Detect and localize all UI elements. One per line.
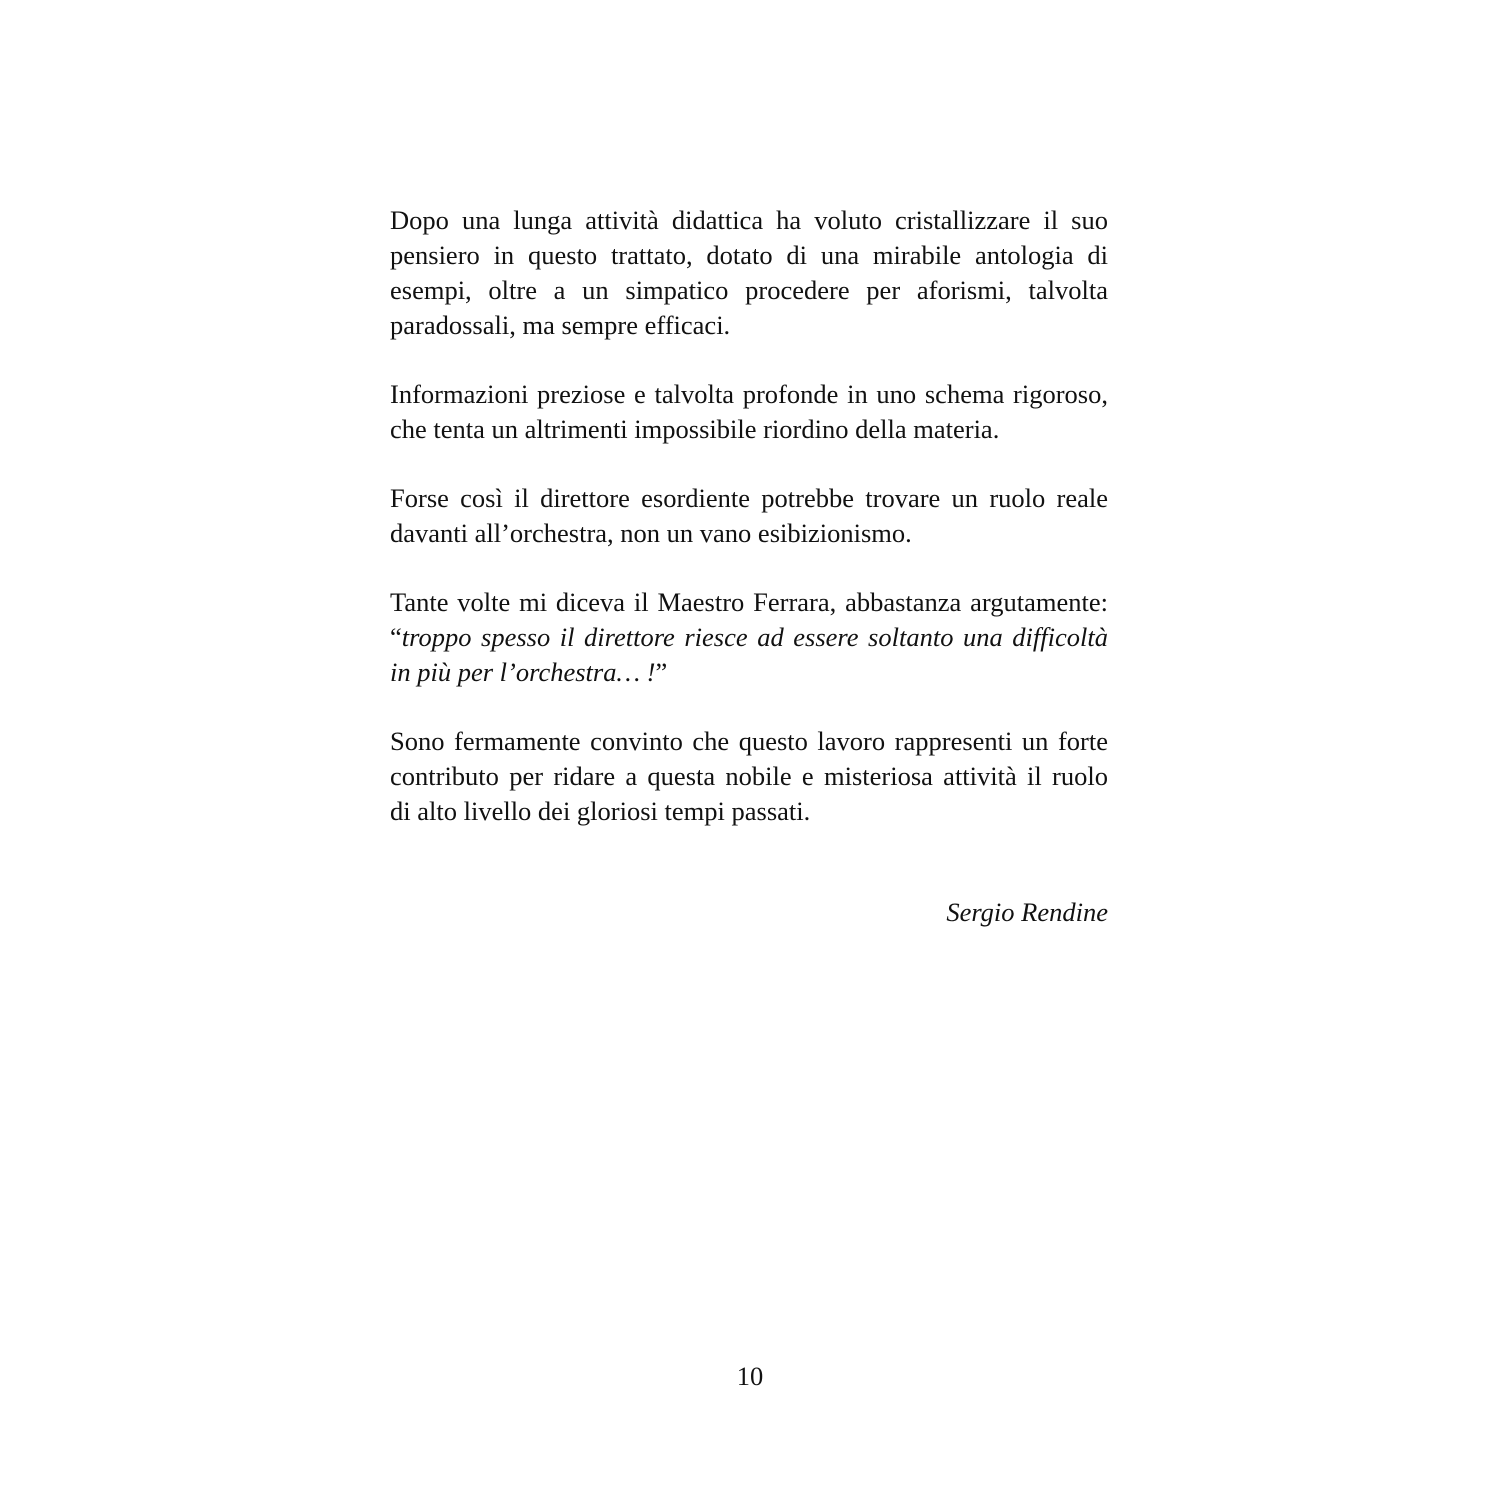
text-line: esempi, oltre a un simpatico procedere per aforismi, talvolta <box>390 275 1108 305</box>
text-line: Dopo una lunga attività didattica ha voluto cristallizzare il suo <box>390 205 1108 235</box>
quote-text: troppo spesso il direttore riesce ad essere soltanto una difficoltà <box>401 622 1108 652</box>
quote-line <box>390 655 1108 690</box>
paragraph <box>390 203 1108 343</box>
text-line: pensiero in questo trattato, dotato di una mirabile antologia di <box>390 240 1108 270</box>
text-line: Tante volte mi diceva il Maestro Ferrara, abbastanza argutamente: <box>390 587 1108 617</box>
text-line: di alto livello dei gloriosi tempi passati. <box>390 796 811 826</box>
quote-paragraph <box>390 585 1108 690</box>
paragraph <box>390 481 1108 551</box>
text-line: davanti all’orchestra, non un vano esibizionismo. <box>390 518 912 548</box>
quote-line <box>390 620 1108 655</box>
paragraph <box>390 377 1108 447</box>
open-quote-mark: “ <box>390 622 402 652</box>
quote-text: in più per l’orchestra… ! <box>390 657 656 687</box>
text-line: Informazioni preziose e talvolta profonde in uno schema rigoroso, <box>390 379 1108 409</box>
text-line: contributo per ridare a questa nobile e misteriosa attività il ruolo <box>390 761 1108 791</box>
author-signature: Sergio Rendine <box>946 897 1108 927</box>
body-text <box>390 203 1108 863</box>
text-line: Sono fermamente convinto che questo lavoro rappresenti un forte <box>390 726 1108 756</box>
paragraph <box>390 724 1108 829</box>
text-line: che tenta un altrimenti impossibile riordino della materia. <box>390 414 1000 444</box>
text-line: paradossali, ma sempre efficaci. <box>390 310 731 340</box>
close-quote-mark: ” <box>655 657 668 687</box>
text-line: Forse così il direttore esordiente potrebbe trovare un ruolo reale <box>390 483 1108 513</box>
page-number: 10 <box>736 1361 764 1391</box>
